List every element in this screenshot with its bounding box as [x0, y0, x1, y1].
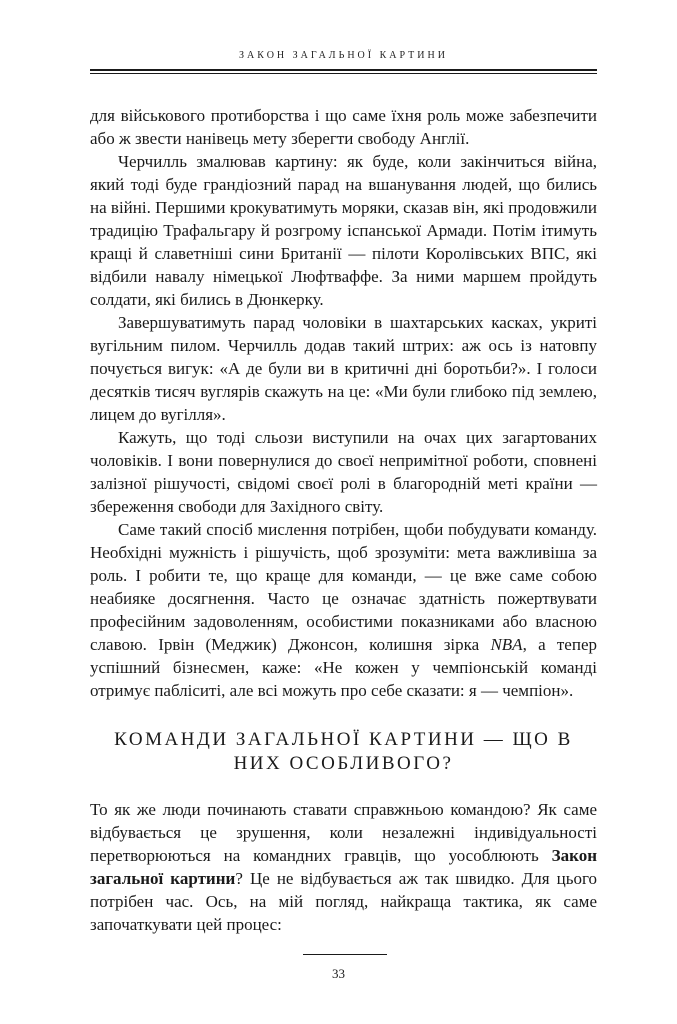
nba-term: NBA [490, 635, 523, 654]
section-heading: КОМАНДИ ЗАГАЛЬНОЇ КАРТИНИ — ЩО В НИХ ОСОБЛИВОГО? [114, 729, 573, 774]
paragraph-1: для військового протиборства і що саме їхня роль може забезпечити або ж звести нанівець мету зберегти свободу Англії. [90, 106, 597, 148]
body-text [90, 104, 597, 936]
header-rule-thin [90, 73, 597, 74]
paragraph-5-text-a: Саме такий спосіб мислення потрібен, щоби побудувати команду. Необхідні мужність і рішучість, щоб зрозуміти: мета важливіша за роль. І робити те, що краще для команди, — це вже саме собою неабияке досягнення. Часто це означає здатність пожертвувати професійним задоволенням, особистими показниками або власною славою. Ірвін (Меджик) Джонсон, колишня зірка [90, 520, 597, 654]
footer-rule [303, 954, 387, 955]
paragraph-6-text-b: ? Це не відбувається аж так швидко. Для цього потрібен час. Ось, на мій погляд, найкраща тактика, як саме започаткувати цей процес: [90, 869, 598, 934]
page-header [90, 50, 597, 74]
page-number: 33 [332, 966, 345, 981]
paragraph-6-text-a: То як же люди починають ставати справжньою командою? Як саме відбувається це зрушення, коли незалежні індивідуальності перетворюються на командних гравців, що уособлюють [90, 800, 597, 865]
paragraph-5-text-b: , а тепер успішний бізнесмен, каже: «Не кожен у чемпіонській команді отримує пабліситі, але всі можуть про себе сказати: я — чемпіон». [90, 635, 597, 700]
law-name: Закон загальної картини [90, 846, 597, 888]
running-title: ЗАКОН ЗАГАЛЬНОЇ КАРТИНИ [239, 50, 448, 61]
paragraph-3: Завершуватимуть парад чоловіки в шахтарських касках, укриті вугільним пилом. Черчилль додав такий штрих: аж ось із натовпу почується вигук: «А де були ви в критичні дні боротьби?». І голоси десятків тисяч вуглярів скажуть на це: «Ми були глибоко під землею, лицем до вугілля». [90, 313, 597, 424]
paragraph-4: Кажуть, що тоді сльози виступили на очах цих загартованих чоловіків. І вони повернулися до своєї непримітної роботи, сповнені залізної рішучості, свідомі своєї ролі в благородній меті країни — збереження свободи для Західного світу. [90, 428, 597, 516]
paragraph-2: Черчилль змалював картину: як буде, коли закінчиться війна, який тоді буде грандіозний парад на вшанування людей, що бились на війні. Першими крокуватимуть моряки, сказав він, які продовжили традицію Трафальгару й розгрому іспанської Армади. Потім ітимуть кращі й славетніші сини Британії — пілоти Королівських ВПС, які відбили навалу німецької Люфтваффе. За ними маршем пройдуть солдати, які бились в Дюнкерку. [90, 152, 597, 309]
paragraph-6 [90, 798, 597, 936]
paragraph-5 [90, 518, 597, 702]
